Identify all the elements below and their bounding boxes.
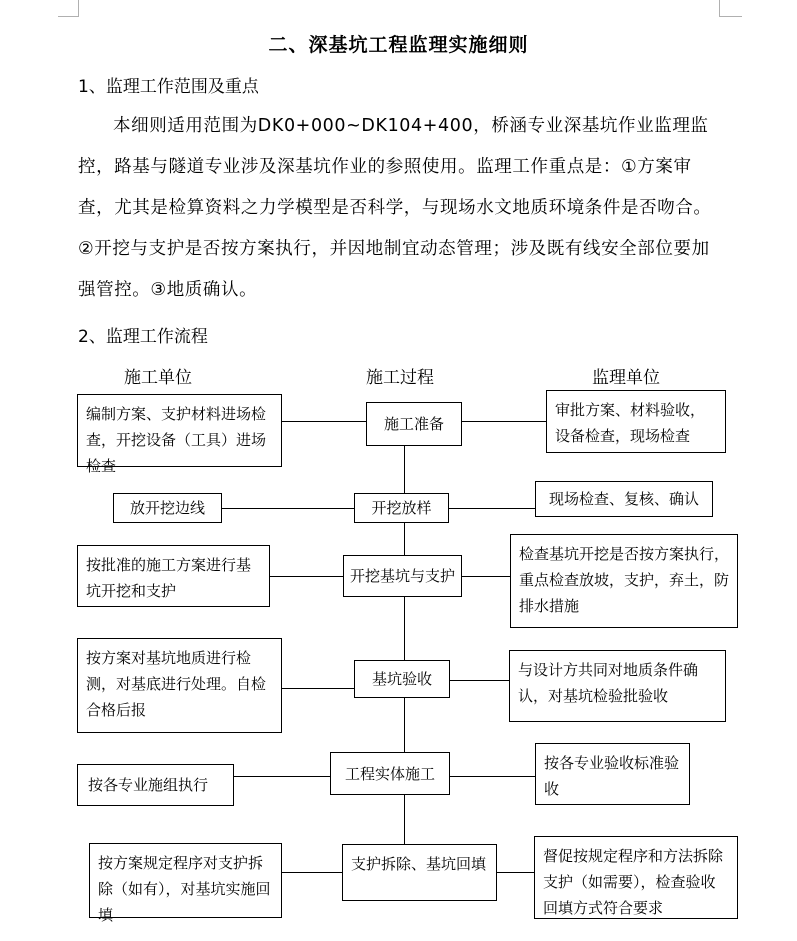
connector-row2-right [461,576,510,577]
connector-row1-left [221,508,354,509]
section1-heading: 1、监理工作范围及重点 [78,77,259,97]
connector-row4-left [233,776,330,777]
column-header-left: 施工单位 [124,368,192,388]
connector-row5-left [281,872,342,873]
connector-row1-right [448,508,535,509]
column-header-center: 施工过程 [366,368,434,388]
row0-center-box: 施工准备 [366,402,462,446]
row2-right-box: 检查基坑开挖是否按方案执行，重点检查放坡，支护，弃土，防排水措施 [510,534,738,628]
row0-left-box: 编制方案、支护材料进场检查，开挖设备（工具）进场检查 [77,394,282,467]
row1-right-box: 现场检查、复核、确认 [535,481,713,517]
row3-center-box: 基坑验收 [354,660,450,698]
section1-paragraph: 本细则适用范围为DK0+000~DK104+400，桥涵专业深基坑作业监理监控，路基与隧道专业涉及深基坑作业的参照使用。监理工作重点是：①方案审查，尤其是检算资料之力学模型是否科学，与现场水文地质环境条件是否吻合。②开挖与支护是否按方案执行，并因地制宜动态管理；涉及既有线安全部位要加强管控。③地质确认。 [78,116,712,300]
row5-center-box: 支护拆除、基坑回填 [342,844,497,901]
row1-left-box: 放开挖边线 [113,493,222,523]
row2-center-box: 开挖基坑与支护 [343,555,462,597]
row2-left-box: 按批准的施工方案进行基坑开挖和支护 [77,545,270,607]
row3-left-box: 按方案对基坑地质进行检测，对基底进行处理。自检合格后报 [77,638,282,733]
section2-heading: 2、监理工作流程 [78,327,208,347]
row0-right-box: 审批方案、材料验收，设备检查，现场检查 [546,390,726,453]
connector-row3-left [281,688,354,689]
row4-left-box: 按各专业施组执行 [77,764,234,806]
row1-center-box: 开挖放样 [354,493,449,523]
row4-center-box: 工程实体施工 [330,752,450,795]
row3-right-box: 与设计方共同对地质条件确认，对基坑检验批验收 [509,650,726,722]
page-title: 二、深基坑工程监理实施细则 [268,34,529,56]
connector-row0-right [461,421,546,422]
connector-row5-right [496,872,534,873]
corner-mark-top-right [719,0,742,17]
column-header-right: 监理单位 [592,368,660,388]
row5-left-box: 按方案规定程序对支护拆除（如有），对基坑实施回填 [89,843,282,918]
connector-row4-right [449,776,535,777]
corner-mark-top-left [58,0,79,17]
connector-row3-right [449,680,509,681]
row4-right-box: 按各专业验收标准验收 [535,743,690,805]
connector-row2-left [269,576,343,577]
row5-right-box: 督促按规定程序和方法拆除支护（如需要），检查验收回填方式符合要求 [534,836,738,919]
connector-row0-left [281,421,366,422]
